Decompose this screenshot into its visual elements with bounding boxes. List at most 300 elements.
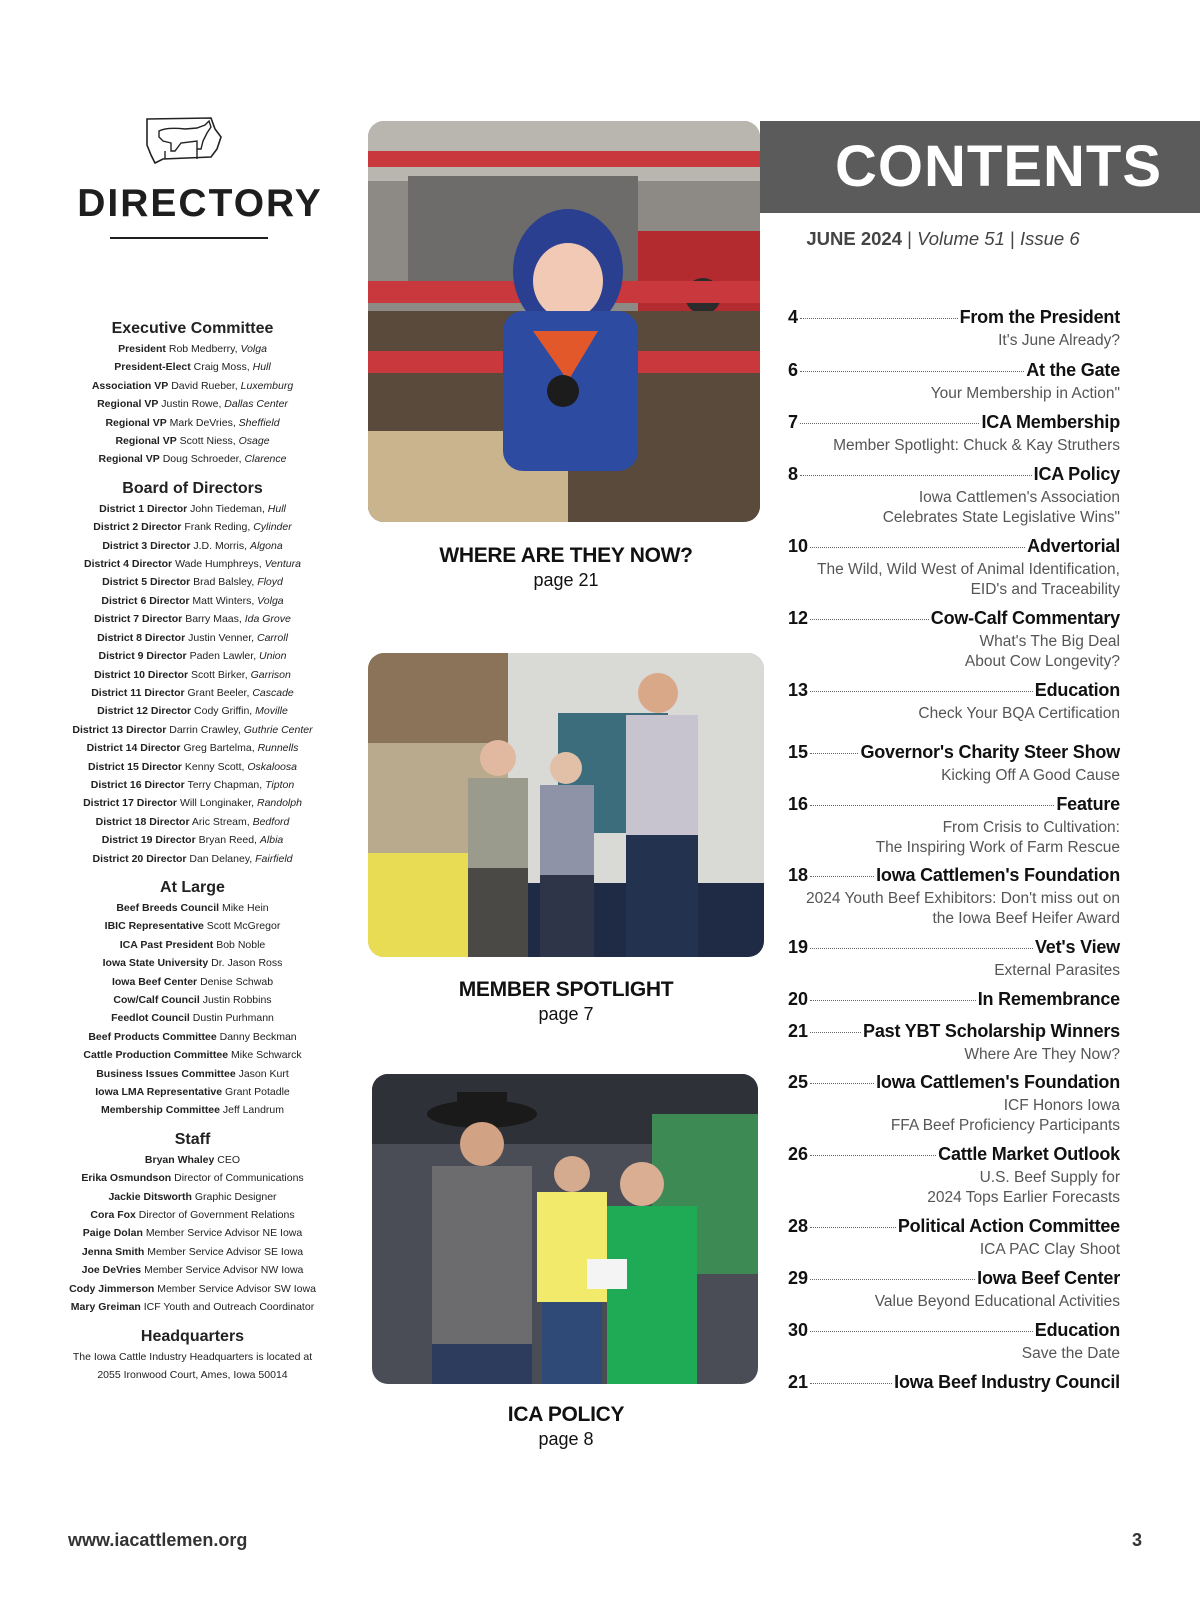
- entry-name: Mike Hein: [221, 901, 269, 914]
- contents-entry[interactable]: [788, 794, 1120, 858]
- entry-role: Feedlot Council: [111, 1012, 190, 1025]
- entry-town: Moville: [255, 705, 288, 718]
- feature-title: MEMBER SPOTLIGHT: [458, 978, 674, 1001]
- issue-month: JUNE 2024: [806, 228, 903, 249]
- entry-name: Terry Chapman,: [187, 778, 263, 791]
- directory-title: DIRECTORY: [77, 182, 323, 225]
- contents-entry[interactable]: [788, 680, 1120, 724]
- entry-role: Membership Committee: [100, 1104, 220, 1117]
- entry-town: Ventura: [264, 558, 301, 571]
- entry-role: ICA Past President: [119, 938, 214, 951]
- entry-role: District 13 Director: [72, 723, 167, 736]
- footer-page-number: 3: [1132, 1530, 1143, 1550]
- entry-role: Mary Greiman: [70, 1301, 141, 1314]
- entry-name: ICF Youth and Outreach Coordinator: [143, 1301, 315, 1314]
- contents-entry[interactable]: [788, 360, 1120, 404]
- directory-entry: [60, 537, 325, 555]
- dot-leader: [800, 474, 1032, 476]
- directory-entry: [60, 1261, 325, 1279]
- entry-subtitle: Where Are They Now?: [964, 1046, 1120, 1063]
- directory-entry: [60, 629, 325, 647]
- directory-entry: [60, 794, 325, 812]
- entry-role: District 2 Director: [93, 521, 182, 534]
- entry-town: Albia: [259, 834, 284, 847]
- staff-heading: Staff: [174, 1130, 211, 1148]
- dot-leader: [810, 875, 874, 877]
- directory-entry: [60, 666, 325, 684]
- entry-name: Danny Beckman: [219, 1030, 297, 1043]
- entry-town: Tipton: [265, 778, 295, 791]
- dot-leader: [800, 317, 958, 319]
- entry-page-number: 26: [788, 1144, 809, 1164]
- entry-role: Association VP: [91, 379, 169, 392]
- entry-name: Mark DeVries,: [169, 416, 236, 429]
- directory-entry: [60, 831, 325, 849]
- entry-page-number: 13: [788, 680, 809, 700]
- entry-title: Governor's Charity Steer Show: [860, 742, 1120, 762]
- entry-name: Doug Schroeder,: [162, 453, 242, 466]
- entry-role: Cora Fox: [90, 1209, 136, 1222]
- entry-name: Member Service Advisor NE Iowa: [145, 1227, 303, 1240]
- entry-name: Barry Maas,: [185, 613, 242, 626]
- entry-title: ICA Membership: [981, 412, 1120, 432]
- entry-town: Sheffield: [238, 416, 280, 429]
- footer-url[interactable]: www.iacattlemen.org: [68, 1530, 248, 1550]
- entry-title: Past YBT Scholarship Winners: [863, 1021, 1120, 1041]
- entry-role: District 6 Director: [101, 594, 190, 607]
- entry-page-number: 7: [788, 412, 799, 432]
- entry-name: Mike Schwarck: [231, 1049, 302, 1062]
- entry-name: Director of Government Relations: [138, 1209, 295, 1222]
- directory-entry: [60, 573, 325, 591]
- directory-entry: [60, 936, 325, 954]
- entry-name: Scott Niess,: [179, 435, 236, 448]
- entry-role: Cattle Production Committee: [83, 1049, 229, 1062]
- directory-entry: [60, 721, 325, 739]
- entry-page-number: 21: [788, 1021, 809, 1041]
- entry-subtitle: Value Beyond Educational Activities: [874, 1293, 1120, 1310]
- entry-role: District 20 Director: [92, 852, 187, 865]
- entry-town: Runnells: [257, 742, 299, 755]
- entry-role: IBIC Representative: [104, 920, 204, 933]
- entry-role: Iowa Beef Center: [111, 975, 198, 988]
- entry-name: CEO: [217, 1153, 241, 1166]
- directory-entry: [60, 1224, 325, 1242]
- directory-entry: [60, 358, 325, 376]
- issue-line: [788, 228, 1098, 250]
- entry-subtitle: U.S. Beef Supply for: [979, 1169, 1120, 1186]
- entry-role: District 18 Director: [95, 815, 190, 828]
- entry-name: Matt Winters,: [192, 594, 255, 607]
- executive-list: [60, 340, 325, 469]
- entry-role: District 16 Director: [90, 778, 185, 791]
- contents-entry[interactable]: [788, 742, 1120, 786]
- contents-entry[interactable]: [788, 1320, 1120, 1364]
- entry-subtitle: The Wild, Wild West of Animal Identification,: [817, 561, 1120, 578]
- feature-page: page 7: [538, 1004, 594, 1024]
- entry-role: District 3 Director: [102, 539, 191, 552]
- issue-number: Issue 6: [1019, 228, 1080, 249]
- directory-entry: [60, 1009, 325, 1027]
- entry-name: Dan Delaney,: [189, 852, 253, 865]
- board-heading: Board of Directors: [122, 479, 263, 497]
- entry-role: Erika Osmundson: [81, 1172, 172, 1185]
- directory-entry: [60, 1243, 325, 1261]
- headquarters-heading: Headquarters: [140, 1327, 245, 1345]
- entry-title: At the Gate: [1026, 360, 1120, 380]
- headquarters-line-1: The Iowa Cattle Industry Headquarters is located at: [72, 1350, 313, 1363]
- staff-list: [60, 1151, 325, 1317]
- directory-entry: [60, 899, 325, 917]
- entry-name: Scott McGregor: [206, 920, 281, 933]
- entry-page-number: 6: [788, 360, 799, 380]
- contents-entry[interactable]: [788, 307, 1120, 351]
- entry-role: Jenna Smith: [81, 1245, 145, 1258]
- dot-leader: [810, 999, 976, 1001]
- entry-page-number: 30: [788, 1320, 809, 1340]
- entry-page-number: 15: [788, 742, 809, 762]
- directory-entry: [60, 1046, 325, 1064]
- contents-entry[interactable]: [788, 937, 1120, 981]
- entry-role: Business Issues Committee: [96, 1067, 236, 1080]
- entry-role: Cody Jimmerson: [69, 1282, 155, 1295]
- entry-name: Paden Lawler,: [189, 650, 257, 663]
- entry-page-number: 21: [788, 1372, 809, 1392]
- entry-subtitle: From Crisis to Cultivation:: [942, 819, 1120, 836]
- entry-role: President-Elect: [114, 361, 191, 374]
- entry-role: Cow/Calf Council: [113, 994, 200, 1006]
- entry-title: Cow-Calf Commentary: [930, 608, 1120, 628]
- feature-caption-3: [400, 1402, 732, 1450]
- entry-name: David Rueber,: [171, 379, 238, 392]
- entry-subtitle: Member Spotlight: Chuck & Kay Struthers: [833, 437, 1120, 454]
- entry-title: ICA Policy: [1033, 464, 1120, 484]
- entry-subtitle: Check Your BQA Certification: [918, 705, 1120, 722]
- dot-leader: [810, 752, 858, 754]
- directory-entry: [60, 432, 325, 450]
- directory-entry: [60, 991, 325, 1009]
- entry-role: District 11 Director: [91, 686, 185, 699]
- contents-entry[interactable]: [788, 608, 1120, 672]
- contents-entry[interactable]: [788, 536, 1120, 600]
- entry-name: Denise Schwab: [200, 975, 274, 988]
- entry-title: Cattle Market Outlook: [938, 1144, 1120, 1164]
- entry-page-number: 4: [788, 307, 799, 327]
- entry-role: District 7 Director: [94, 613, 183, 626]
- entry-name: Aric Stream,: [191, 815, 250, 828]
- issue-volume: Volume 51: [917, 228, 1005, 249]
- directory-entry: [60, 1065, 325, 1083]
- entry-subtitle: External Parasites: [994, 962, 1120, 979]
- dot-leader: [810, 1226, 896, 1228]
- entry-role: District 8 Director: [97, 631, 186, 644]
- entry-town: Volga: [240, 343, 267, 355]
- directory-entry: [60, 776, 325, 794]
- entry-role: Iowa LMA Representative: [95, 1086, 223, 1099]
- entry-name: Jeff Landrum: [222, 1104, 285, 1117]
- contents-entry[interactable]: [788, 1268, 1120, 1312]
- directory-entry: [60, 647, 325, 665]
- entry-name: Wade Humphreys,: [175, 558, 262, 571]
- directory-entry: [60, 954, 325, 972]
- entry-name: Grant Potadle: [224, 1086, 290, 1099]
- directory-entry: [60, 758, 325, 776]
- entry-role: Paige Dolan: [82, 1227, 143, 1240]
- entry-role: Regional VP: [105, 416, 167, 429]
- directory-entry: [60, 414, 325, 432]
- at-large-list: [60, 899, 325, 1120]
- directory-entry: [60, 450, 325, 468]
- entry-role: Joe DeVries: [81, 1264, 142, 1277]
- dot-leader: [810, 1082, 874, 1084]
- entry-role: Regional VP: [98, 453, 160, 466]
- entry-title: In Remembrance: [977, 989, 1120, 1009]
- entry-town: Hull: [267, 502, 286, 515]
- contents-entry[interactable]: [788, 1021, 1120, 1065]
- directory-body: [60, 318, 325, 1384]
- contents-entry[interactable]: [788, 865, 1120, 929]
- entry-subtitle: ICA PAC Clay Shoot: [979, 1241, 1120, 1258]
- entry-subtitle: It's June Already?: [998, 332, 1120, 349]
- directory-entry: [60, 377, 325, 395]
- entry-page-number: 10: [788, 536, 809, 556]
- dot-leader: [810, 1278, 975, 1280]
- entry-title: Advertorial: [1027, 536, 1120, 556]
- directory-entry: [60, 500, 325, 518]
- entry-name: Member Service Advisor SE Iowa: [147, 1245, 304, 1258]
- entry-name: Jason Kurt: [238, 1067, 289, 1080]
- dot-leader: [800, 370, 1024, 372]
- entry-subtitle: EID's and Traceability: [970, 581, 1120, 598]
- entry-town: Osage: [238, 435, 270, 448]
- entry-subtitle: Iowa Cattlemen's Association: [918, 489, 1120, 506]
- directory-entry: [60, 684, 325, 702]
- entry-town: Clarence: [244, 453, 287, 466]
- photo-child-at-fence: [368, 121, 760, 522]
- entry-town: Carroll: [257, 631, 288, 644]
- feature-caption-2: [400, 977, 732, 1025]
- contents-entry[interactable]: [788, 1216, 1120, 1260]
- dot-leader: [810, 947, 1033, 949]
- dot-leader: [810, 546, 1025, 548]
- issue-separator: |: [902, 228, 918, 249]
- feature-page: page 21: [533, 570, 599, 590]
- entry-page-number: 8: [788, 464, 799, 484]
- directory-entry: [60, 592, 325, 610]
- contents-entry[interactable]: [788, 464, 1120, 528]
- contents-entry[interactable]: [788, 412, 1120, 456]
- entry-title: Iowa Beef Center: [977, 1268, 1120, 1288]
- iowa-cattle-logo-icon: [145, 115, 225, 170]
- directory-entry: [60, 1083, 325, 1101]
- entry-name: Dr. Jason Ross: [211, 957, 283, 970]
- entry-title: Education: [1034, 1320, 1120, 1340]
- dot-leader: [810, 1154, 936, 1156]
- entry-subtitle: 2024 Youth Beef Exhibitors: Don't miss out on: [805, 890, 1120, 907]
- entry-subtitle: Celebrates State Legislative Wins": [882, 509, 1120, 526]
- contents-title: CONTENTS: [835, 134, 1162, 199]
- entry-role: Beef Products Committee: [88, 1030, 217, 1043]
- dot-leader: [810, 1382, 892, 1384]
- directory-entry: [60, 850, 325, 868]
- entry-town: Dallas Center: [224, 398, 288, 411]
- issue-separator: |: [1004, 228, 1020, 249]
- dot-leader: [810, 618, 929, 620]
- entry-name: Justin Rowe,: [161, 398, 222, 411]
- feature-caption-1: [400, 543, 732, 591]
- entry-subtitle: 2024 Tops Earlier Forecasts: [927, 1189, 1120, 1206]
- entry-name: Brad Balsley,: [193, 576, 255, 589]
- entry-town: Algona: [249, 539, 283, 552]
- entry-town: Fairfield: [255, 852, 293, 865]
- entry-role: Beef Breeds Council: [116, 901, 220, 914]
- entry-subtitle: FFA Beef Proficiency Participants: [890, 1117, 1120, 1134]
- entry-role: District 12 Director: [97, 705, 192, 718]
- entry-page-number: 29: [788, 1268, 809, 1288]
- entry-subtitle: the Iowa Beef Heifer Award: [932, 910, 1120, 927]
- entry-name: Dustin Purhmann: [192, 1012, 274, 1025]
- directory-entry: [60, 1206, 325, 1224]
- entry-page-number: 16: [788, 794, 809, 814]
- entry-town: Bedford: [252, 815, 290, 828]
- entry-subtitle: About Cow Longevity?: [964, 653, 1120, 670]
- directory-entry: [60, 610, 325, 628]
- entry-role: District 9 Director: [98, 650, 187, 663]
- dot-leader: [810, 1330, 1033, 1332]
- entry-role: Iowa State University: [102, 957, 209, 970]
- dot-leader: [810, 1031, 861, 1033]
- entry-name: Grant Beeler,: [187, 686, 250, 699]
- contents-entry[interactable]: [788, 1144, 1120, 1208]
- directory-entry: [60, 917, 325, 935]
- directory-entry: [60, 739, 325, 757]
- entry-role: District 15 Director: [88, 760, 182, 773]
- directory-entry: [60, 1151, 325, 1169]
- directory-entry: [60, 973, 325, 991]
- entry-name: Bob Noble: [216, 938, 266, 951]
- feature-page: page 8: [538, 1429, 594, 1449]
- entry-role: District 4 Director: [84, 558, 173, 571]
- directory-entry: [60, 1298, 325, 1316]
- entry-name: Bryan Reed,: [198, 834, 257, 847]
- directory-entry: [60, 702, 325, 720]
- entry-town: Luxemburg: [240, 379, 294, 392]
- entry-name: Will Longinaker,: [179, 797, 255, 810]
- directory-entry: [60, 1101, 325, 1119]
- entry-page-number: 19: [788, 937, 809, 957]
- headquarters-address: 2055 Ironwood Court, Ames, Iowa 50014: [97, 1368, 288, 1381]
- entry-title: Iowa Beef Industry Council: [894, 1372, 1120, 1392]
- entry-title: Iowa Cattlemen's Foundation: [876, 865, 1120, 885]
- entry-town: Cascade: [252, 686, 294, 699]
- entry-role: District 19 Director: [101, 834, 196, 847]
- entry-subtitle: Save the Date: [1021, 1345, 1120, 1362]
- directory-entry: [60, 1280, 325, 1298]
- entry-subtitle: Kicking Off A Good Cause: [941, 767, 1120, 784]
- entry-page-number: 12: [788, 608, 809, 628]
- entry-name: Graphic Designer: [194, 1190, 277, 1203]
- board-list: [60, 500, 325, 868]
- directory-entry: [60, 1188, 325, 1206]
- contents-entry[interactable]: [788, 1372, 1120, 1396]
- executive-heading: Executive Committee: [111, 320, 274, 337]
- entry-name: Justin Robbins: [202, 994, 272, 1006]
- entry-name: John Tiedeman,: [190, 502, 265, 515]
- feature-title: WHERE ARE THEY NOW?: [439, 544, 693, 567]
- feature-title: ICA POLICY: [507, 1403, 625, 1426]
- entry-name: Greg Bartelma,: [183, 742, 255, 755]
- entry-town: Oskaloosa: [247, 760, 297, 773]
- entry-title: Feature: [1056, 794, 1120, 814]
- at-large-heading: At Large: [160, 878, 225, 896]
- directory-entry: [60, 1028, 325, 1046]
- directory-entry: [60, 555, 325, 573]
- entry-subtitle: What's The Big Deal: [979, 633, 1120, 650]
- entry-name: Director of Communications: [174, 1172, 304, 1185]
- entry-name: Member Service Advisor SW Iowa: [157, 1282, 316, 1295]
- entry-name: Frank Reding,: [184, 521, 251, 534]
- entry-name: Cody Griffin,: [194, 705, 253, 718]
- entry-town: Hull: [252, 361, 271, 374]
- entry-name: Scott Birker,: [191, 668, 248, 681]
- entry-subtitle: ICF Honors Iowa: [1003, 1097, 1120, 1114]
- entry-role: Regional VP: [97, 398, 159, 411]
- entry-name: J.D. Morris,: [193, 539, 248, 552]
- entry-role: President: [118, 343, 166, 355]
- entry-page-number: 28: [788, 1216, 809, 1236]
- entry-name: Justin Venner,: [188, 631, 255, 644]
- entry-town: Volga: [257, 594, 284, 607]
- entry-title: Iowa Cattlemen's Foundation: [876, 1072, 1120, 1092]
- entry-role: District 14 Director: [86, 742, 181, 755]
- entry-name: Craig Moss,: [193, 361, 250, 374]
- contents-entry[interactable]: [788, 989, 1120, 1013]
- entry-title: Political Action Committee: [897, 1216, 1120, 1236]
- entry-town: Floyd: [257, 576, 283, 589]
- entry-title: Education: [1034, 680, 1120, 700]
- entry-name: Kenny Scott,: [184, 760, 245, 773]
- photo-ica-policy: [372, 1074, 758, 1384]
- dot-leader: [810, 804, 1054, 806]
- entry-page-number: 20: [788, 989, 809, 1009]
- entry-name: Rob Medberry,: [168, 343, 238, 355]
- contents-entry[interactable]: [788, 1072, 1120, 1136]
- entry-town: Union: [259, 650, 287, 663]
- entry-name: Darrin Crawley,: [169, 723, 241, 736]
- entry-page-number: 25: [788, 1072, 809, 1092]
- directory-title-rule: [110, 237, 268, 239]
- photo-member-spotlight: [368, 653, 764, 957]
- entry-role: Regional VP: [115, 435, 177, 448]
- entry-role: District 1 Director: [99, 502, 188, 515]
- entry-role: District 10 Director: [94, 668, 189, 681]
- entry-role: Bryan Whaley: [144, 1153, 215, 1166]
- directory-entry: [60, 813, 325, 831]
- entry-page-number: 18: [788, 865, 809, 885]
- entry-town: Ida Grove: [244, 613, 291, 626]
- entry-name: Member Service Advisor NW Iowa: [144, 1264, 304, 1277]
- entry-role: District 5 Director: [102, 576, 191, 589]
- entry-title: From the President: [959, 307, 1120, 327]
- entry-title: Vet's View: [1034, 937, 1120, 957]
- directory-entry: [60, 518, 325, 536]
- entry-town: Cylinder: [253, 521, 292, 534]
- dot-leader: [810, 690, 1033, 692]
- entry-town: Randolph: [256, 797, 302, 810]
- entry-subtitle: The Inspiring Work of Farm Rescue: [875, 839, 1120, 856]
- entry-role: District 17 Director: [83, 797, 178, 810]
- entry-subtitle: Your Membership in Action": [930, 385, 1120, 402]
